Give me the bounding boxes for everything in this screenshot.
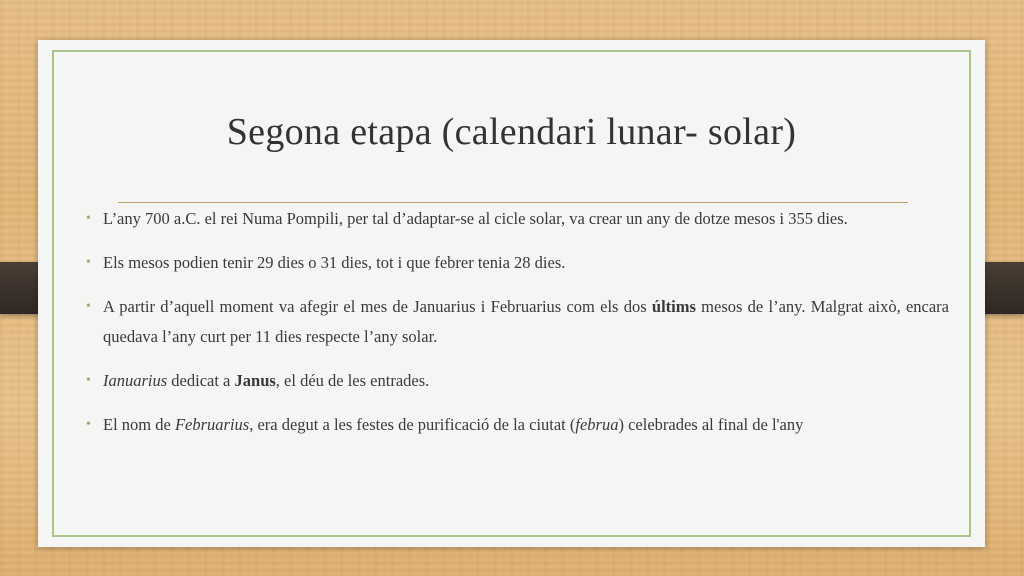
bullet-icon: • (86, 373, 91, 388)
bullet-text-normal: ) celebrades al final de l'any (618, 415, 804, 434)
bullet-text-bold: Janus (234, 371, 276, 390)
slide-card (38, 40, 985, 547)
bullet-text-normal: L’any 700 a.C. el rei Numa Pompili, per tal d’adaptar-se al cicle solar, va crear un any de dotze mesos i 355 dies. (103, 209, 848, 228)
title-divider (118, 202, 908, 203)
bullet-text-italic: Februarius (174, 415, 250, 434)
bullet-icon: • (86, 417, 91, 432)
bullet-text-normal: mesos de l’any. Malgrat això, encara quedava l’any curt per 11 dies respecte l’any solar. (103, 297, 949, 346)
bullet-text-bold: últims (651, 297, 696, 316)
bullet-text-normal: , era degut a les festes de purificació de la ciutat ( (249, 415, 576, 434)
bullet-icon: • (86, 299, 91, 314)
slide-title: Segona etapa (calendari lunar- solar) (226, 111, 797, 153)
bullet-item (86, 410, 949, 440)
bullet-list (86, 204, 949, 454)
bullet-item (86, 204, 949, 234)
bullet-text-normal: , el déu de les entrades. (275, 371, 430, 390)
bullet-item (86, 292, 949, 352)
bullet-text-normal: Els mesos podien tenir 29 dies o 31 dies, tot i que febrer tenia 28 dies. (103, 253, 566, 272)
bullet-item (86, 366, 949, 396)
bullet-text-italic: februa (575, 415, 619, 434)
bullet-text-normal: dedicat a (167, 371, 235, 390)
bullet-text-italic: Ianuarius (103, 371, 168, 390)
bullet-item (86, 248, 949, 278)
bullet-icon: • (86, 255, 91, 270)
bullet-text-normal: El nom de (103, 415, 175, 434)
bullet-icon: • (86, 211, 91, 226)
bullet-text-normal: A partir d’aquell moment va afegir el mes de Januarius i Februarius com els dos (103, 297, 652, 316)
